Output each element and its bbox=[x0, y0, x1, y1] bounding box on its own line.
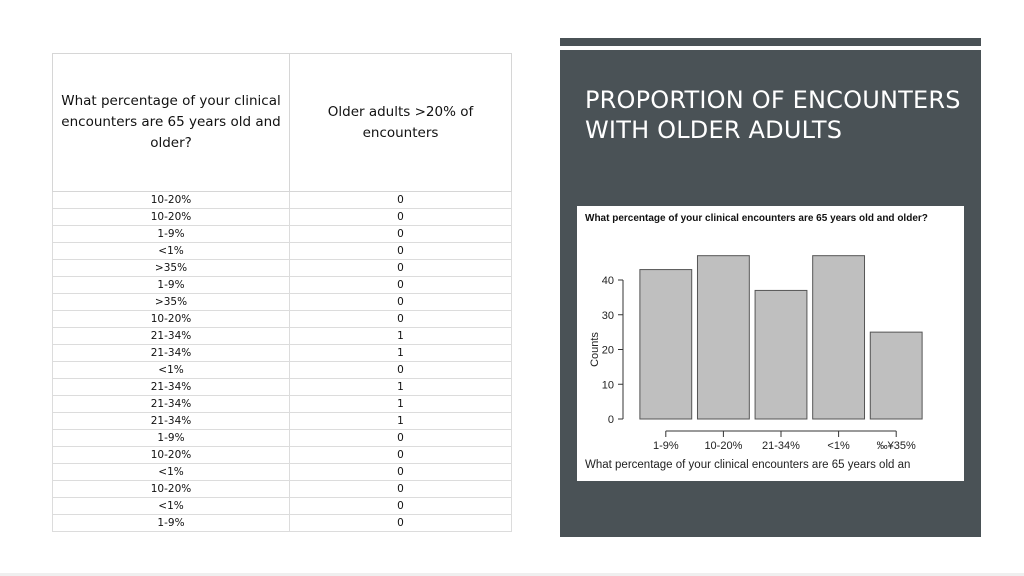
table-row bbox=[53, 311, 512, 328]
table-row bbox=[53, 243, 512, 260]
cell-older-adults: 0 bbox=[290, 498, 512, 515]
table-body bbox=[53, 192, 512, 532]
table-row bbox=[53, 413, 512, 430]
cell-older-adults: 0 bbox=[290, 209, 512, 226]
cell-older-adults: 0 bbox=[290, 447, 512, 464]
table-row bbox=[53, 379, 512, 396]
cell-older-adults: 0 bbox=[290, 311, 512, 328]
panel-top-bar bbox=[560, 38, 981, 46]
bar bbox=[640, 270, 692, 419]
cell-older-adults: 0 bbox=[290, 260, 512, 277]
cell-percentage: <1% bbox=[53, 243, 290, 260]
table-row bbox=[53, 464, 512, 481]
cell-percentage: <1% bbox=[53, 464, 290, 481]
cell-percentage: 1-9% bbox=[53, 515, 290, 532]
cell-older-adults: 0 bbox=[290, 430, 512, 447]
table-row bbox=[53, 430, 512, 447]
x-tick-label: 1-9% bbox=[652, 440, 679, 452]
bar bbox=[870, 332, 922, 419]
title-panel bbox=[560, 50, 981, 537]
cell-percentage: 10-20% bbox=[53, 209, 290, 226]
cell-percentage: 1-9% bbox=[53, 430, 290, 447]
cell-older-adults: 1 bbox=[290, 396, 512, 413]
y-axis-label: Counts bbox=[589, 332, 601, 367]
cell-older-adults: 1 bbox=[290, 328, 512, 345]
table-row bbox=[53, 498, 512, 515]
cell-older-adults: 1 bbox=[290, 345, 512, 362]
table-row bbox=[53, 396, 512, 413]
cell-older-adults: 0 bbox=[290, 464, 512, 481]
x-tick-label: ‰¥35% bbox=[876, 440, 916, 452]
y-tick-label: 40 bbox=[601, 275, 614, 287]
cell-percentage: 10-20% bbox=[53, 447, 290, 464]
bar-chart bbox=[577, 206, 964, 481]
table-row bbox=[53, 260, 512, 277]
cell-percentage: <1% bbox=[53, 498, 290, 515]
data-table bbox=[52, 53, 512, 532]
x-tick-label: 10-20% bbox=[704, 440, 743, 452]
table-row bbox=[53, 362, 512, 379]
table-row bbox=[53, 328, 512, 345]
table-row bbox=[53, 277, 512, 294]
cell-older-adults: 0 bbox=[290, 294, 512, 311]
table-row bbox=[53, 345, 512, 362]
table-row bbox=[53, 192, 512, 209]
table-row bbox=[53, 515, 512, 532]
cell-percentage: 1-9% bbox=[53, 226, 290, 243]
table-row bbox=[53, 226, 512, 243]
x-tick-label: <1% bbox=[827, 440, 850, 452]
table-row bbox=[53, 481, 512, 498]
table-row bbox=[53, 209, 512, 226]
cell-older-adults: 0 bbox=[290, 362, 512, 379]
cell-older-adults: 0 bbox=[290, 515, 512, 532]
cell-percentage: 21-34% bbox=[53, 328, 290, 345]
x-axis-label: What percentage of your clinical encounters are 65 years old an bbox=[585, 459, 911, 471]
cell-percentage: 21-34% bbox=[53, 379, 290, 396]
cell-older-adults: 0 bbox=[290, 243, 512, 260]
column-header-older-adults: Older adults >20% of encounters bbox=[290, 54, 512, 192]
cell-percentage: 10-20% bbox=[53, 481, 290, 498]
y-tick-label: 20 bbox=[601, 344, 614, 357]
cell-older-adults: 0 bbox=[290, 226, 512, 243]
cell-older-adults: 1 bbox=[290, 379, 512, 396]
x-tick-label: 21-34% bbox=[762, 440, 800, 452]
cell-percentage: 21-34% bbox=[53, 413, 290, 430]
bar bbox=[813, 256, 865, 419]
bar bbox=[697, 256, 749, 419]
y-tick-label: 0 bbox=[607, 414, 614, 426]
cell-percentage: 10-20% bbox=[53, 311, 290, 328]
chart-container bbox=[577, 206, 964, 481]
cell-older-adults: 0 bbox=[290, 192, 512, 209]
cell-older-adults: 1 bbox=[290, 413, 512, 430]
table-row bbox=[53, 447, 512, 464]
cell-percentage: <1% bbox=[53, 362, 290, 379]
cell-percentage: 21-34% bbox=[53, 345, 290, 362]
column-header-percentage: What percentage of your clinical encounters are 65 years old and older? bbox=[53, 54, 290, 192]
y-tick-label: 30 bbox=[601, 309, 614, 322]
slide-title: PROPORTION OF ENCOUNTERS WITH OLDER ADULTS bbox=[585, 86, 961, 144]
cell-older-adults: 0 bbox=[290, 481, 512, 498]
chart-title: What percentage of your clinical encounters are 65 years old and older? bbox=[585, 213, 928, 224]
cell-percentage: 10-20% bbox=[53, 192, 290, 209]
bar bbox=[755, 290, 807, 419]
cell-percentage: 1-9% bbox=[53, 277, 290, 294]
cell-percentage: >35% bbox=[53, 294, 290, 311]
cell-percentage: >35% bbox=[53, 260, 290, 277]
cell-percentage: 21-34% bbox=[53, 396, 290, 413]
table-row bbox=[53, 294, 512, 311]
cell-older-adults: 0 bbox=[290, 277, 512, 294]
y-tick-label: 10 bbox=[601, 379, 614, 392]
table-header-row bbox=[53, 54, 512, 192]
